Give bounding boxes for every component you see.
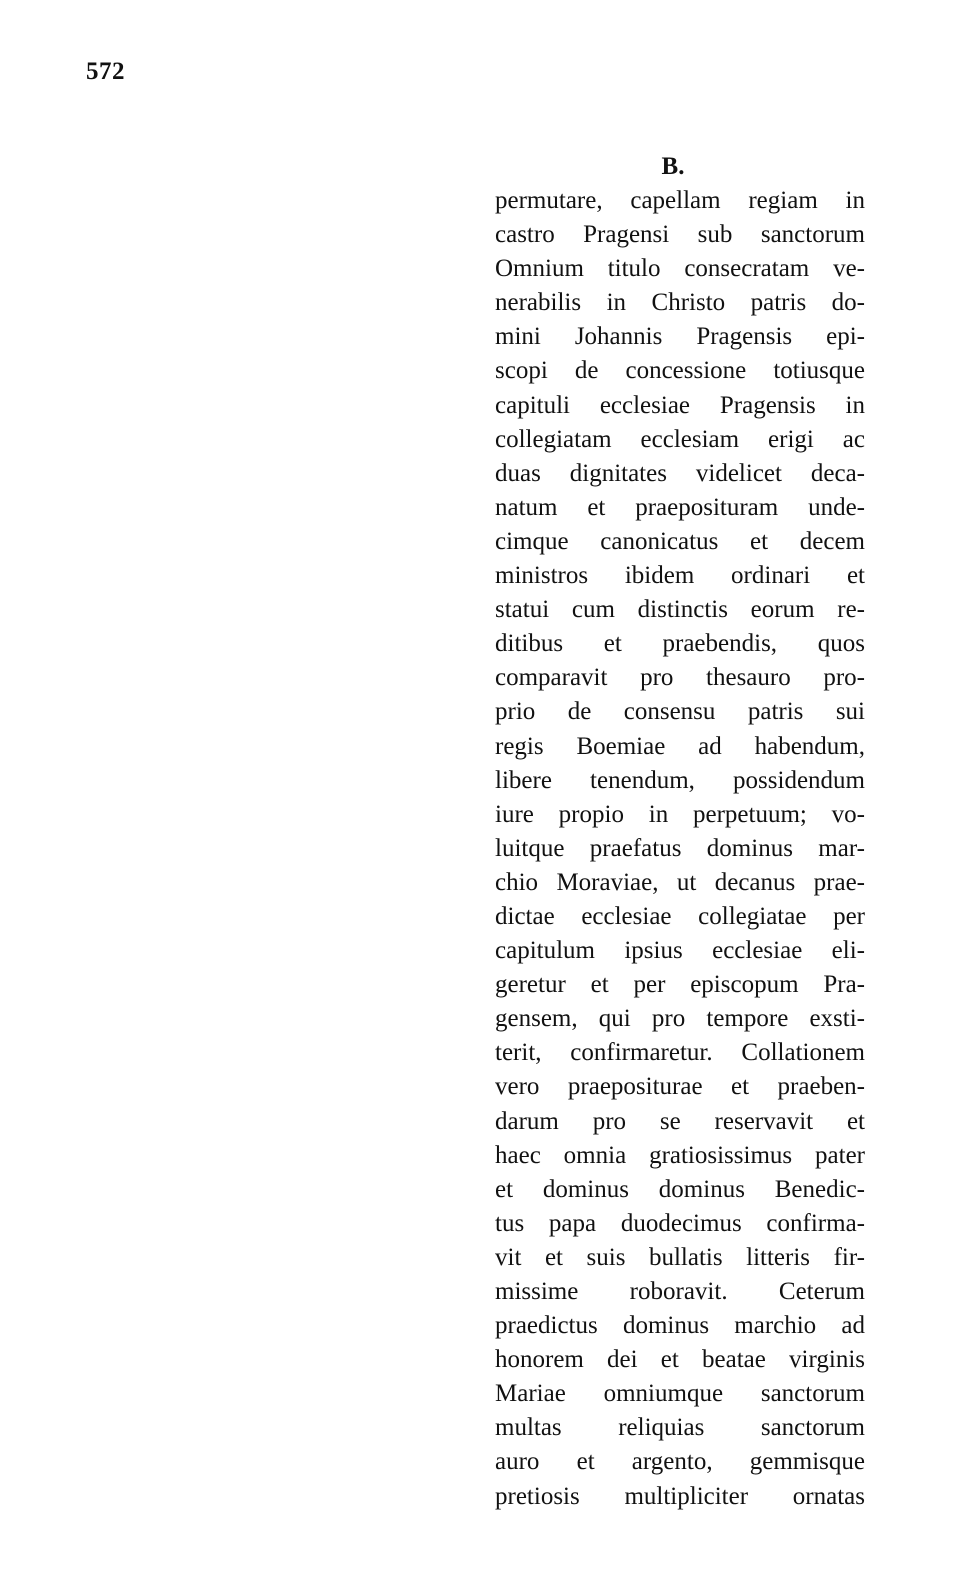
text-line: cimque canonicatus et decem	[495, 527, 865, 555]
text-line: capituli ecclesiae Pragensis in	[495, 391, 865, 419]
text-line: geretur et per episcopum Pra-	[495, 971, 865, 999]
text-line: prio de consensu patris sui	[495, 698, 865, 726]
text-line: comparavit pro thesauro pro-	[495, 664, 865, 692]
text-line: nerabilis in Christo patris do-	[495, 289, 865, 317]
text-line: ministros ibidem ordinari et	[495, 562, 865, 590]
text-line: honorem dei et beatae virginis	[495, 1346, 865, 1374]
text-line: vit et suis bullatis litteris fir-	[495, 1243, 865, 1271]
text-line: et dominus dominus Benedic-	[495, 1175, 865, 1203]
text-line: castro Pragensi sub sanctorum	[495, 221, 865, 249]
text-line: capitulum ipsius ecclesiae eli-	[495, 937, 865, 965]
text-line: missime roboravit. Ceterum	[495, 1278, 865, 1305]
text-line: statui cum distinctis eorum re-	[495, 596, 865, 624]
text-line: duas dignitates videlicet deca-	[495, 459, 865, 487]
text-line: gensem, qui pro tempore exsti-	[495, 1005, 865, 1033]
text-line: luitque praefatus dominus mar-	[495, 834, 865, 862]
text-line: libere tenendum, possidendum	[495, 766, 865, 794]
column-heading: B.	[661, 153, 685, 180]
text-line: haec omnia gratiosissimus pater	[495, 1141, 865, 1169]
text-line: permutare, capellam regiam in	[495, 187, 865, 214]
text-line: dictae ecclesiae collegiatae per	[495, 902, 865, 930]
text-body	[495, 184, 865, 1514]
text-line: auro et argento, gemmisque	[495, 1448, 865, 1476]
text-line: mini Johannis Pragensis epi-	[495, 323, 865, 351]
text-line: regis Boemiae ad habendum,	[495, 732, 865, 760]
text-line: terit, confirmaretur. Collationem	[495, 1039, 865, 1067]
text-line: multas reliquias sanctorum	[495, 1414, 865, 1442]
text-line: praedictus dominus marchio ad	[495, 1312, 865, 1340]
text-line: Mariae omniumque sanctorum	[495, 1380, 865, 1408]
text-line: ditibus et praebendis, quos	[495, 630, 865, 658]
text-line: chio Moraviae, ut decanus prae-	[495, 868, 865, 896]
text-line: natum et praeposituram unde-	[495, 493, 865, 521]
text-line: tus papa duodecimus confirma-	[495, 1209, 865, 1237]
text-line: vero praeposituraе et praeben-	[495, 1073, 865, 1101]
text-column	[495, 150, 865, 1514]
text-line: darum pro se reservavit et	[495, 1107, 865, 1135]
text-line: pretiosis multipliciter ornatas	[495, 1482, 865, 1510]
text-line: collegiatam ecclesiam erigi ac	[495, 425, 865, 453]
text-line: Omnium titulo consecratam ve-	[495, 255, 865, 283]
page-number: 572	[86, 58, 125, 85]
text-line: iure propio in perpetuum; vo-	[495, 800, 865, 828]
text-line: scopi de concessione totiusque	[495, 357, 865, 385]
